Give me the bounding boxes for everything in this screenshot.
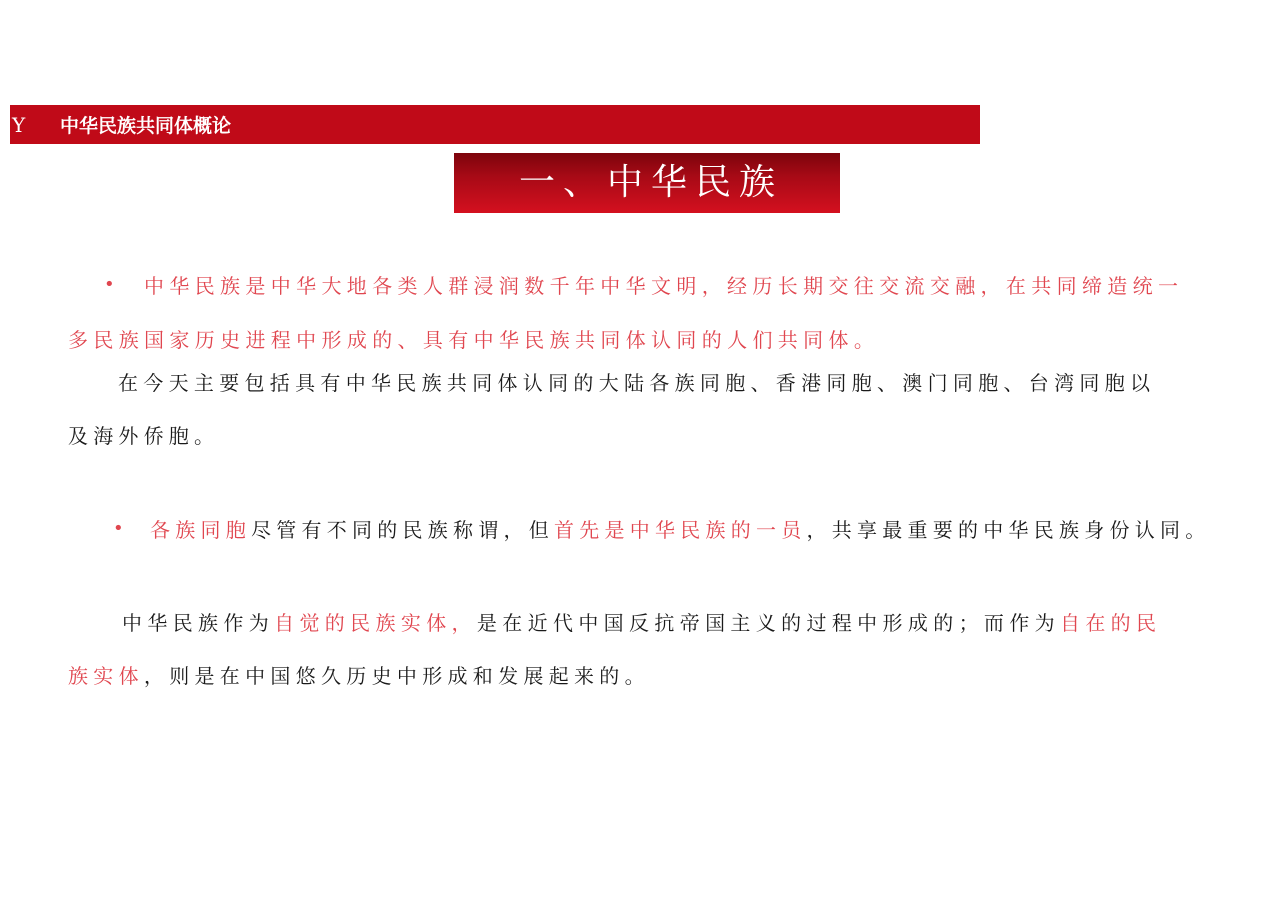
header-glyph: Y [12,113,26,137]
highlight-text: 各族同胞 [150,518,251,542]
definition-line-2: 多民族国家历史进程中形成的、具有中华民族共同体认同的人们共同体。 [68,328,880,352]
bullet-icon: • [104,274,115,295]
definition-line-1: 中华民族是中华大地各类人群浸润数千年中华文明，经历长期交往交流交融，在共同缔造统一 [144,274,1184,298]
section-banner [454,153,840,213]
body-text: 尽管有不同的民族称谓，但 [251,518,554,542]
formation-line-2 [68,664,650,688]
course-title: 中华民族共同体概论 [60,115,232,137]
highlight-text: 族实体 [68,664,144,688]
body-text: 中华民族作为 [122,611,275,635]
bullet-icon: • [113,518,124,539]
identity-line [150,518,1211,542]
highlight-text: 自在的民 [1059,611,1162,635]
body-text: ，则是在中国悠久历史中形成和发展起来的。 [143,664,650,688]
body-text: 是在近代中国反抗帝国主义的过程中形成的；而作为 [476,611,1060,635]
highlight-text: 自觉的民族实体， [274,611,477,635]
scope-line-1: 在今天主要包括具有中华民族共同体认同的大陆各族同胞、香港同胞、澳门同胞、台湾同胞以 [118,371,1156,395]
header-bar [10,105,980,144]
section-title: 一、中华民族 [518,162,783,203]
formation-line-1 [122,611,1161,635]
body-text: ，共享最重要的中华民族身份认同。 [806,518,1211,542]
scope-line-2: 及海外侨胞。 [68,424,220,448]
highlight-text: 首先是中华民族的一员 [554,518,807,542]
